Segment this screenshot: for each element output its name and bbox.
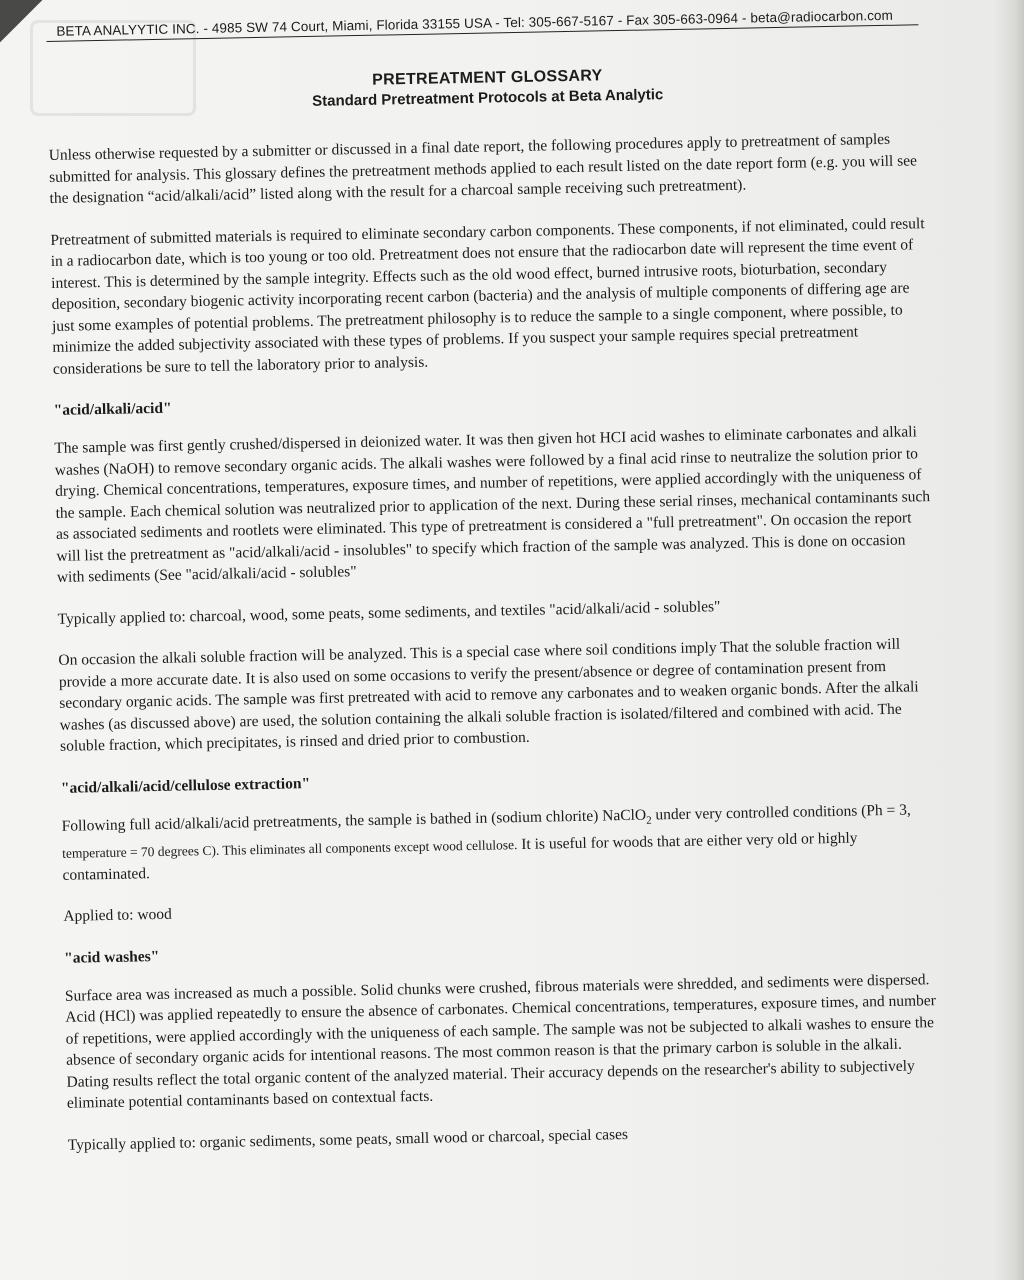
- scan-right-edge: [994, 0, 1024, 1280]
- cellulose-body: [61, 798, 942, 885]
- cellulose-body-b: under very controlled conditions (Ph = 3,: [651, 801, 911, 824]
- cellulose-body-c: It is useful for woods that are either very old or highly contaminated.: [62, 829, 858, 884]
- acid-washes-applied: Typically applied to: organic sediments, some peats, small wood or charcoal, special cases: [67, 1125, 629, 1154]
- cellulose-body-a: Following full acid/alkali/acid pretreatments, the sample is bathed in (sodium chlorite) NaClO: [61, 806, 647, 835]
- intro-paragraph-2: Pretreatment of submitted materials is required to eliminate secondary carbon components. These components, if not eliminated, could result in a radiocarbon date, which is too young or too old. Pretreatment does not ensure that the radiocarbon date will represent the time event of interest. This is determined by the sample integrity. Effects such as the old wood effect, burned intrusive roots, bioturbation, secondary deposition, secondary biogenic activity incorporating recent carbon (bacteria) and the analysis of multiple components of differing age are just some examples of potential problems. The pretreatment philosophy is to reduce the sample to a single component, where possible, to minimize the added subjectivity associated with these types of problems. If you suspect your sample requires special pretreatment considerations be sure to tell the laboratory prior to analysis.: [50, 214, 925, 378]
- title-block: [47, 61, 928, 115]
- document-content: [46, 0, 948, 1156]
- section-heading-acid-washes: "acid washes": [63, 947, 160, 967]
- page-title: PRETREATMENT GLOSSARY: [372, 67, 603, 89]
- letterhead: BETA ANALYYTIC INC. - 4985 SW 74 Court, Miami, Florida 33155 USA - Tel: 305-667-5167 - Fax 305-663-0964 - beta@radiocarbon.com: [46, 7, 918, 42]
- section-heading-acid-alkali-acid: "acid/alkali/acid": [53, 399, 172, 419]
- acid-alkali-acid-body: The sample was first gently crushed/dispersed in deionized water. It was then given hot HCI acid washes to eliminate carbonates and alkali washes (NaOH) to remove secondary organic acids. The alkali washes were followed by a final acid rinse to neutralize the solution prior to drying. Chemical concentrations, temperatures, exposure times, and number of repetitions, were applied accordingly with the uniqueness of the sample. Each chemical solution was neutralized prior to application of the next. During these serial rinses, mechanical contaminants such as associated sediments and rootlets were eliminated. This type of pretreatment is considered a "full pretreatment". On occasion the report will list the pretreatment as "acid/alkali/acid - insolubles" to specify which fraction of the sample was analyzed. This is done on occasion with sediments (See "acid/alkali/acid - solubles": [54, 423, 931, 586]
- acid-alkali-acid-applied: Typically applied to: charcoal, wood, some peats, some sediments, and textiles "acid/alkali/acid - solubles": [57, 597, 721, 628]
- page-subtitle: Standard Pretreatment Protocols at Beta Analytic: [311, 86, 664, 110]
- intro-paragraph-1: Unless otherwise requested by a submitter or discussed in a final date report, the following procedures apply to pretreatment of samples submitted for analysis. This glossary defines the pretreatment methods applied to each result listed on the date report form (e.g. you will see the designation “acid/alkali/acid” listed along with the result for a charcoal sample receiving such pretreatment).: [48, 130, 918, 207]
- cellulose-subscript: 2: [646, 814, 652, 827]
- section-heading-cellulose: "acid/alkali/acid/cellulose extraction": [60, 774, 311, 797]
- cellulose-applied: Applied to: wood: [63, 905, 173, 925]
- cellulose-body-small: temperature = 70 degrees C). This eliminates all components except wood cellulose.: [62, 837, 518, 861]
- solubles-body: On occasion the alkali soluble fraction will be analyzed. This is a special case where soil conditions imply That the soluble fraction will provide a more accurate date. It is also used on some occasions to verify the present/absence or degree of contamination present from secondary organic acids. The sample was first pretreated with acid to remove any carbonates and to weaken organic bonds. After the alkali washes (as discussed above) are used, the solution containing the alkali soluble fraction is isolated/filtered and combined with acid. The soluble fraction, which precipitates, is rinsed and dried prior to combustion.: [58, 635, 919, 755]
- acid-washes-body: Surface area was increased as much a possible. Solid chunks were crushed, fibrous materials were shredded, and sediments were dispersed. Acid (HCl) was applied repeatedly to ensure the absence of carbonates. Chemical concentrations, temperatures, exposure times, and number of repetitions, were applied accordingly with the uniqueness of each sample. The sample was not be subjected to alkali washes to ensure the absence of secondary organic acids for intentional reasons. The most common reason is that the primary carbon is soluble in the alkali. Dating results reflect the total organic content of the analyzed material. Their accuracy depends on the researcher's ability to subjectively eliminate potential contaminants based on contextual facts.: [64, 970, 937, 1112]
